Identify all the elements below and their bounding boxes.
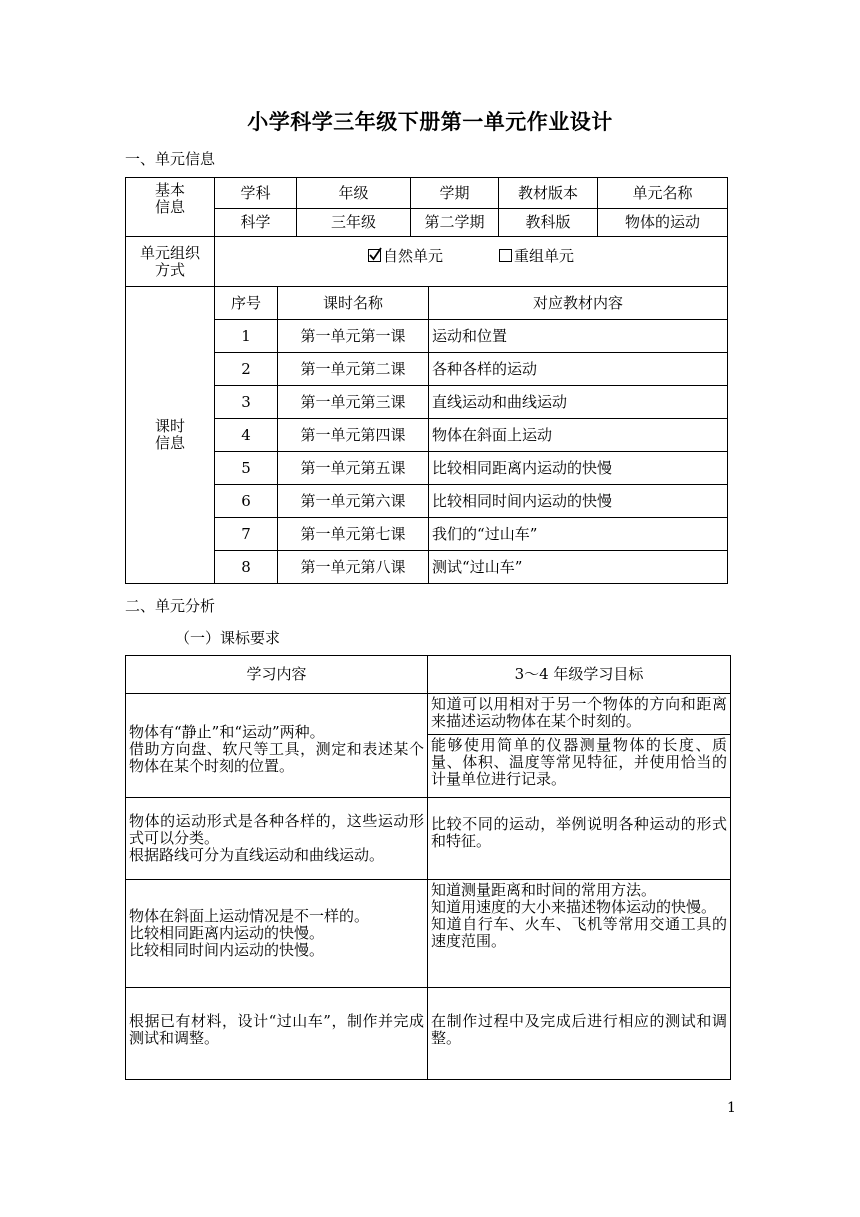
header-cell: 学科 bbox=[215, 178, 297, 209]
lesson-header-no: 序号 bbox=[215, 287, 278, 320]
lesson-content: 我们的“过山车” bbox=[429, 518, 728, 551]
lesson-content: 测试“过山车” bbox=[429, 551, 728, 584]
document-title: 小学科学三年级下册第一单元作业设计 bbox=[247, 109, 613, 134]
unit-info-table bbox=[125, 177, 728, 584]
basic-info-label: 基本 信息 bbox=[126, 178, 215, 237]
org-option-restructured: 重组单元 bbox=[514, 247, 575, 265]
lesson-name: 第一单元第三课 bbox=[278, 386, 429, 419]
lesson-name: 第一单元第八课 bbox=[278, 551, 429, 584]
goal-text: 知道可以用相对于另一个物体的方向和距离来描述运动物体在某个时刻的。 bbox=[431, 695, 727, 730]
org-option-natural: 自然单元 bbox=[383, 247, 444, 265]
header-cell: 教材版本 bbox=[499, 178, 598, 209]
standards-content-cell: 根据已有材料，设计“过山车”，制作并完成测试和调整。 bbox=[126, 988, 428, 1080]
standards-content-cell: 物体有“静止”和“运动”两种。 借助方向盘、软尺等工具，测定和表述某个物体在某个时刻的位置。 bbox=[126, 694, 428, 798]
standards-goals-cell bbox=[428, 694, 731, 798]
goal-text: 知道测量距离和时间的常用方法。 知道用速度的大小来描述物体运动的快慢。 知道自行车、火车、飞机等常用交通工具的速度范围。 bbox=[428, 880, 731, 988]
section-heading-unit-info: 一、单元信息 bbox=[125, 150, 216, 168]
lesson-content: 直线运动和曲线运动 bbox=[429, 386, 728, 419]
header-cell: 学期 bbox=[411, 178, 499, 209]
page-number: 1 bbox=[727, 1100, 736, 1116]
org-method-options bbox=[215, 237, 728, 287]
standards-header-content: 学习内容 bbox=[126, 656, 428, 694]
subsection-heading-standards: （一）课标要求 bbox=[175, 629, 281, 647]
lesson-name: 第一单元第一课 bbox=[278, 320, 429, 353]
lesson-name: 第一单元第五课 bbox=[278, 452, 429, 485]
value-cell: 科学 bbox=[215, 209, 297, 237]
lesson-no: 7 bbox=[215, 518, 278, 551]
section-heading-unit-analysis: 二、单元分析 bbox=[125, 597, 216, 615]
lesson-header-name: 课时名称 bbox=[278, 287, 429, 320]
lesson-no: 4 bbox=[215, 419, 278, 452]
header-cell: 单元名称 bbox=[598, 178, 728, 209]
lesson-content: 物体在斜面上运动 bbox=[429, 419, 728, 452]
lesson-name: 第一单元第六课 bbox=[278, 485, 429, 518]
goal-text: 在制作过程中及完成后进行相应的测试和调整。 bbox=[428, 988, 731, 1080]
lesson-no: 8 bbox=[215, 551, 278, 584]
value-cell: 三年级 bbox=[297, 209, 411, 237]
lesson-info-label: 课时 信息 bbox=[126, 287, 215, 584]
goal-text: 比较不同的运动，举例说明各种运动的形式和特征。 bbox=[428, 798, 731, 880]
lesson-no: 1 bbox=[215, 320, 278, 353]
lesson-no: 3 bbox=[215, 386, 278, 419]
lesson-no: 5 bbox=[215, 452, 278, 485]
lesson-content: 运动和位置 bbox=[429, 320, 728, 353]
org-method-label: 单元组织 方式 bbox=[126, 237, 215, 287]
standards-header-goals: 3～4 年级学习目标 bbox=[428, 656, 731, 694]
curriculum-standards-table bbox=[125, 655, 731, 1080]
standards-content-cell: 物体在斜面上运动情况是不一样的。 比较相同距离内运动的快慢。 比较相同时间内运动的快慢。 bbox=[126, 880, 428, 988]
standards-content-cell: 物体的运动形式是各种各样的，这些运动形式可以分类。 根据路线可分为直线运动和曲线运动。 bbox=[126, 798, 428, 880]
lesson-name: 第一单元第二课 bbox=[278, 353, 429, 386]
lesson-content: 比较相同时间内运动的快慢 bbox=[429, 485, 728, 518]
checked-box-icon bbox=[368, 249, 381, 262]
value-cell: 教科版 bbox=[499, 209, 598, 237]
lesson-no: 6 bbox=[215, 485, 278, 518]
lesson-name: 第一单元第四课 bbox=[278, 419, 429, 452]
unchecked-box-icon bbox=[499, 249, 512, 262]
lesson-no: 2 bbox=[215, 353, 278, 386]
lesson-content: 比较相同距离内运动的快慢 bbox=[429, 452, 728, 485]
lesson-content: 各种各样的运动 bbox=[429, 353, 728, 386]
header-cell: 年级 bbox=[297, 178, 411, 209]
value-cell: 第二学期 bbox=[411, 209, 499, 237]
goal-text: 能够使用简单的仪器测量物体的长度、质量、体积、温度等常见特征，并使用恰当的计量单位进行记录。 bbox=[428, 734, 730, 797]
lesson-name: 第一单元第七课 bbox=[278, 518, 429, 551]
value-cell: 物体的运动 bbox=[598, 209, 728, 237]
lesson-header-content: 对应教材内容 bbox=[429, 287, 728, 320]
